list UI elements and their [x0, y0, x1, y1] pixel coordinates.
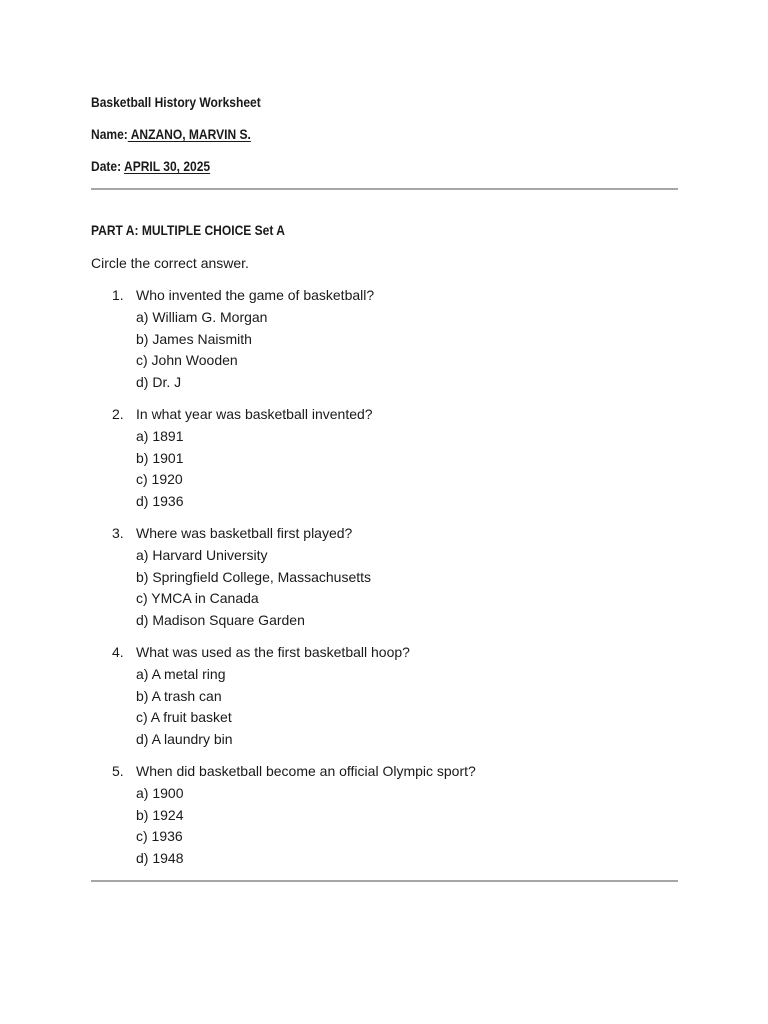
name-line [91, 125, 251, 143]
question-text: Who invented the game of basketball? [136, 287, 375, 303]
question-number: 1. [112, 287, 124, 303]
answer-option[interactable]: c) 1920 [136, 471, 183, 487]
answer-option[interactable]: a) 1891 [136, 428, 184, 444]
question-text: In what year was basketball invented? [136, 406, 373, 422]
instruction-text: Circle the correct answer. [91, 255, 249, 271]
answer-option[interactable]: d) Madison Square Garden [136, 612, 305, 628]
answer-option[interactable]: d) Dr. J [136, 374, 182, 390]
bottom-divider [91, 880, 678, 882]
answer-option[interactable]: c) 1936 [136, 828, 183, 844]
answer-option[interactable]: c) A fruit basket [136, 709, 232, 725]
answer-option[interactable]: c) YMCA in Canada [136, 590, 259, 606]
worksheet-title: Basketball History Worksheet [91, 94, 261, 110]
answer-option[interactable]: a) William G. Morgan [136, 309, 268, 325]
question-number: 2. [112, 406, 124, 422]
answer-option[interactable]: d) 1936 [136, 493, 184, 509]
question-text: Where was basketball first played? [136, 525, 353, 541]
answer-option[interactable]: d) 1948 [136, 850, 184, 866]
question-number: 3. [112, 525, 124, 541]
answer-option[interactable]: b) 1924 [136, 807, 184, 823]
answer-option[interactable]: b) James Naismith [136, 331, 252, 347]
answer-option[interactable]: a) A metal ring [136, 666, 226, 682]
name-value: ANZANO, MARVIN S. [127, 126, 251, 142]
name-label: Name: [91, 126, 128, 142]
top-divider [91, 188, 678, 190]
question-number: 5. [112, 763, 124, 779]
date-line [91, 157, 210, 175]
answer-option[interactable]: b) A trash can [136, 688, 222, 704]
question-number: 4. [112, 644, 124, 660]
question-text: When did basketball become an official Olympic sport? [136, 763, 476, 779]
answer-option[interactable]: b) Springfield College, Massachusetts [136, 569, 372, 585]
answer-option[interactable]: a) 1900 [136, 785, 184, 801]
answer-option[interactable]: a) Harvard University [136, 547, 268, 563]
answer-option[interactable]: b) 1901 [136, 450, 184, 466]
date-value: APRIL 30, 2025 [124, 158, 211, 174]
answer-option[interactable]: c) John Wooden [136, 352, 238, 368]
date-label: Date: [91, 158, 122, 174]
part-a-heading: PART A: MULTIPLE CHOICE Set A [91, 222, 285, 238]
question-text: What was used as the first basketball hoop? [136, 644, 410, 660]
answer-option[interactable]: d) A laundry bin [136, 731, 233, 747]
